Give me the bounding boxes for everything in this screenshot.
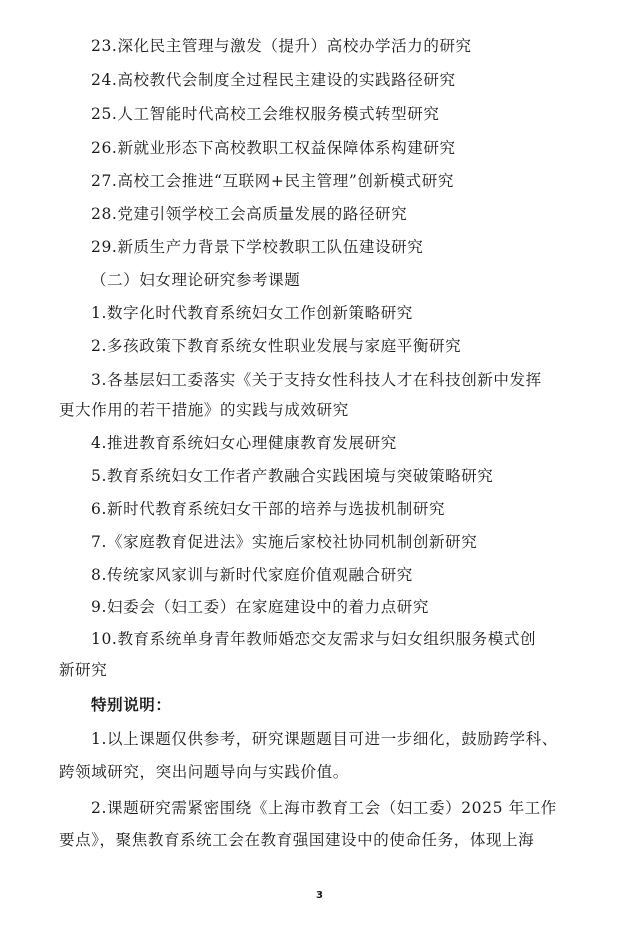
note-1: 1.以上课题仅供参考，研究课题题目可进一步细化，鼓励跨学科、	[91, 730, 558, 748]
topic-26: 26.新就业形态下高校教职工权益保障体系构建研究	[91, 139, 456, 157]
topic-27: 27.高校工会推进“互联网+民主管理”创新模式研究	[91, 172, 454, 190]
women-section-heading: （二）妇女理论研究参考课题	[91, 271, 301, 289]
women-topic-2: 2.多孩政策下教育系统女性职业发展与家庭平衡研究	[91, 337, 462, 355]
women-topic-4: 4.推进教育系统妇女心理健康教育发展研究	[91, 434, 397, 452]
topic-25: 25.人工智能时代高校工会维权服务模式转型研究	[91, 105, 440, 123]
note-1-cont: 跨领域研究，突出问题导向与实践价值。	[59, 763, 349, 781]
topic-24: 24.高校教代会制度全过程民主建设的实践路径研究	[91, 71, 456, 89]
women-topic-9: 9.妇委会（妇工委）在家庭建设中的着力点研究	[91, 598, 429, 616]
women-topic-8: 8.传统家风家训与新时代家庭价值观融合研究	[91, 566, 413, 584]
women-topic-3: 3.各基层妇工委落实《关于支持女性科技人才在科技创新中发挥	[91, 371, 542, 389]
women-topic-1: 1.数字化时代教育系统妇女工作创新策略研究	[91, 304, 413, 322]
notes-heading: 特别说明：	[91, 695, 172, 714]
topic-29: 29.新质生产力背景下学校教职工队伍建设研究	[91, 238, 424, 256]
page-number: 3	[316, 890, 323, 901]
note-2-cont: 要点》，聚焦教育系统工会在教育强国建设中的使命任务，体现上海	[59, 831, 535, 849]
topic-28: 28.党建引领学校工会高质量发展的路径研究	[91, 205, 408, 223]
women-topic-10: 10.教育系统单身青年教师婚恋交友需求与妇女组织服务模式创	[91, 630, 537, 648]
women-topic-7: 7.《家庭教育促进法》实施后家校社协同机制创新研究	[91, 533, 478, 551]
topic-23: 23.深化民主管理与激发（提升）高校办学活力的研究	[91, 37, 472, 55]
women-topic-6: 6.新时代教育系统妇女干部的培养与选拔机制研究	[91, 500, 446, 518]
women-topic-5: 5.教育系统妇女工作者产教融合实践困境与突破策略研究	[91, 467, 494, 485]
women-topic-3-cont: 更大作用的若干措施》的实践与成效研究	[59, 401, 349, 419]
note-2: 2.课题研究需紧密围绕《上海市教育工会（妇工委）2025 年工作	[91, 799, 557, 817]
women-topic-10-cont: 新研究	[59, 661, 108, 679]
